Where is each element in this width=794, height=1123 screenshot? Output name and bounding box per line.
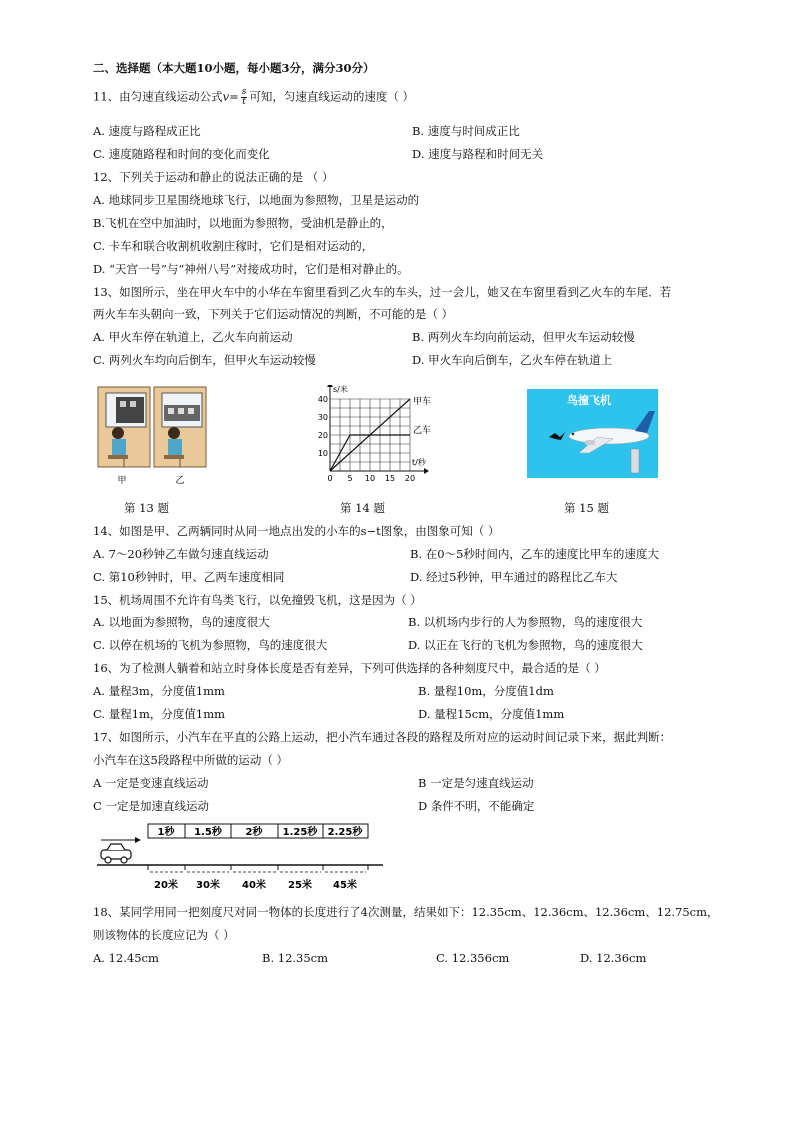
q15-option-c[interactable]: C. 以停在机场的飞机为参照物，鸟的速度很大	[93, 638, 328, 652]
distance-label-1: 20米	[154, 880, 178, 891]
q11-formula-eq: =	[229, 89, 239, 104]
q14-option-d[interactable]: D. 经过5秒钟，甲车通过的路程比乙车大	[410, 570, 618, 584]
fig15-bird-strike-illustration	[527, 389, 658, 478]
time-label-2: 1.5秒	[194, 827, 222, 838]
q15-option-a[interactable]: A. 以地面为参照物，鸟的速度很大	[93, 615, 270, 629]
fig15-banner: 鸟撞飞机	[567, 394, 611, 407]
q11-formula-v: v	[222, 89, 230, 104]
q11-option-c[interactable]: C. 速度随路程和时间的变化而变化	[93, 147, 270, 161]
series-label-1: 甲车	[413, 397, 432, 407]
q11-option-a[interactable]: A. 速度与路程成正比	[93, 124, 201, 138]
q14-option-a[interactable]: A. 7～20秒钟乙车做匀速直线运动	[93, 547, 269, 561]
x-tick-label: 15	[384, 474, 396, 483]
q14-stem: 14、如图是甲、乙两辆同时从同一地点出发的小车的s−t图象，由图象可知（ ）	[93, 524, 500, 538]
q17-option-c[interactable]: C 一定是加速直线运动	[93, 799, 209, 813]
motion-arrow-icon	[101, 837, 141, 843]
x-tick-label: 20	[404, 474, 416, 483]
q16-option-d[interactable]: D. 量程15cm，分度值1mm	[418, 707, 565, 721]
q11-stem	[93, 88, 414, 107]
q11-option-d[interactable]: D. 速度与路程和时间无关	[412, 147, 544, 161]
distance-markers	[148, 865, 368, 891]
q14-option-b[interactable]: B. 在0～5秒时间内，乙车的速度比甲车的速度大	[410, 547, 659, 561]
q17-option-a[interactable]: A 一定是变速直线运动	[93, 776, 209, 790]
fig13-caption: 第 13 题	[124, 501, 169, 515]
q11-formula-den: t	[242, 97, 246, 107]
q14-option-c[interactable]: C. 第10秒钟时，甲、乙两车速度相同	[93, 570, 285, 584]
time-label-4: 1.25秒	[282, 827, 318, 838]
q16-option-b[interactable]: B. 量程10m，分度值1dm	[418, 684, 554, 698]
q13-option-a[interactable]: A. 甲火车停在轨道上，乙火车向前运动	[93, 330, 293, 344]
time-label-5: 2.25秒	[327, 827, 363, 838]
y-tick-label: 30	[317, 413, 328, 422]
q12-option-d[interactable]: D. “天宫一号”与“神州八号”对接成功时，它们是相对静止的。	[93, 262, 409, 276]
q18-stem-line2: 则该物体的长度应记为（ ）	[93, 928, 235, 942]
fig13-label-yi: 乙	[175, 476, 185, 486]
chart-labels	[318, 385, 431, 483]
q11-stem-a: 11、由匀速直线运动公式	[93, 89, 223, 104]
q17-option-d[interactable]: D 条件不明，不能确定	[418, 799, 535, 813]
q18-option-b[interactable]: B. 12.35cm	[262, 951, 329, 965]
fig13-panel-right	[154, 387, 206, 467]
q13-option-c[interactable]: C. 两列火车均向后倒车，但甲火车运动较慢	[93, 353, 316, 367]
q17-stem-line1: 17、如图所示，小汽车在平直的公路上运动，把小汽车通过各段的路程及所对应的运动时间记录下来，据此判断：	[93, 730, 672, 744]
time-boxes	[148, 824, 368, 838]
q12-option-c[interactable]: C. 卡车和联合收割机收割庄稼时，它们是相对运动的，	[93, 239, 374, 253]
x-tick-label: 10	[364, 474, 376, 483]
q17-stem-line2: 小汽车在这5段路程中所做的运动（ ）	[93, 753, 288, 767]
y-tick-label: 40	[317, 395, 328, 404]
q16-option-c[interactable]: C. 量程1m，分度值1mm	[93, 707, 226, 721]
q16-stem: 16、为了检测人躺着和站立时身体长度是否有差异，下列可供选择的各种刻度尺中，最合适的是（ ）	[93, 661, 606, 675]
distance-label-2: 30米	[196, 880, 220, 891]
distance-label-5: 45米	[333, 880, 357, 891]
fig14-st-chart	[310, 385, 440, 488]
q18-option-c[interactable]: C. 12.356cm	[436, 951, 510, 965]
section-title: 二、选择题（本大题10小题，每小题3分，满分30分）	[93, 61, 375, 75]
q18-stem-line1: 18、某同学用同一把刻度尺对同一物体的长度进行了4次测量，结果如下：12.35cm、12.36cm、12.36cm、12.75cm，	[93, 905, 719, 919]
fig13-train-window-illustration	[96, 383, 208, 488]
q16-option-a[interactable]: A. 量程3m，分度值1mm	[93, 684, 225, 698]
q12-option-a[interactable]: A. 地球同步卫星围绕地球飞行，以地面为参照物，卫星是运动的	[93, 193, 420, 207]
q13-option-d[interactable]: D. 甲火车向后倒车，乙火车停在轨道上	[412, 353, 613, 367]
x-tick-label: 0	[327, 474, 333, 483]
q18-option-a[interactable]: A. 12.45cm	[93, 951, 159, 965]
time-label-1: 1秒	[157, 827, 175, 838]
distance-label-3: 40米	[242, 880, 266, 891]
fig17-car-road-diagram	[95, 822, 385, 894]
time-label-3: 2秒	[245, 827, 263, 838]
q18-option-d[interactable]: D. 12.36cm	[580, 951, 647, 965]
q12-stem: 12、下列关于运动和静止的说法正确的是 （ ）	[93, 170, 334, 184]
q13-option-b[interactable]: B. 两列火车均向前运动，但甲火车运动较慢	[412, 330, 635, 344]
q15-option-d[interactable]: D. 以正在飞行的飞机为参照物，鸟的速度很大	[408, 638, 643, 652]
fig13-panel-left	[98, 387, 150, 467]
fig13-label-jia: 甲	[117, 476, 127, 486]
x-tick-label: 5	[347, 474, 353, 483]
y-axis-label: s/米	[333, 385, 348, 394]
q13-stem-line2: 两火车车头朝向一致，下列关于它们运动情况的判断，不可能的是（ ）	[93, 307, 454, 321]
y-tick-label: 10	[317, 449, 328, 458]
x-axis-arrow	[424, 468, 429, 474]
q15-option-b[interactable]: B. 以机场内步行的人为参照物，鸟的速度很大	[408, 615, 643, 629]
q15-stem: 15、机场周围不允许有鸟类飞行，以免撞毁飞机，这是因为（ ）	[93, 593, 422, 607]
series-label-2: 乙车	[413, 426, 432, 436]
distance-label-4: 25米	[288, 880, 312, 891]
q11-formula-fraction	[241, 88, 248, 107]
q17-option-b[interactable]: B 一定是匀速直线运动	[418, 776, 534, 790]
q11-stem-b: 可知，匀速直线运动的速度（ ）	[249, 89, 415, 104]
q11-formula-num: s	[241, 87, 247, 97]
car-icon	[101, 844, 131, 863]
fig15-caption: 第 15 题	[564, 501, 609, 515]
q12-option-b[interactable]: B.飞机在空中加油时，以地面为参照物，受油机是静止的，	[93, 216, 393, 230]
q13-stem-line1: 13、如图所示，坐在甲火车中的小华在车窗里看到乙火车的车头，过一会儿，她又在车窗里看到乙火车的车尾．若	[93, 285, 672, 299]
x-axis-label: t/秒	[412, 458, 426, 467]
q11-option-b[interactable]: B. 速度与时间成正比	[412, 124, 520, 138]
fig14-caption: 第 14 题	[340, 501, 385, 515]
y-tick-label: 20	[317, 431, 328, 440]
